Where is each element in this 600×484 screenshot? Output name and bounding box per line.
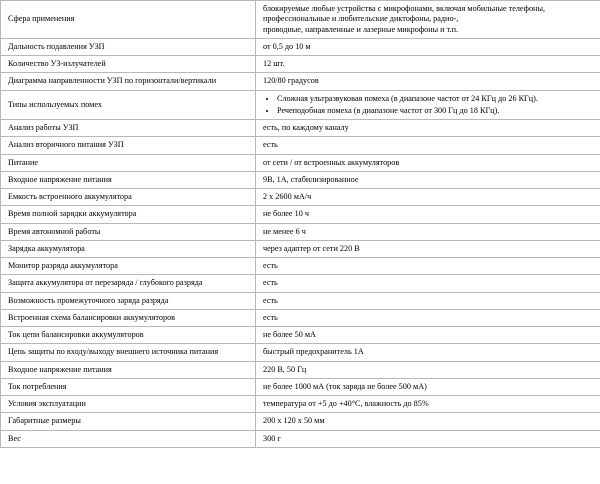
table-row xyxy=(1,344,600,361)
spec-label: Вес xyxy=(1,430,256,447)
table-row xyxy=(1,309,600,326)
spec-label: Защита аккумулятора от перезаряда / глубокого разряда xyxy=(1,275,256,292)
spec-label: Диаграмма направленности УЗП по горизонтали/вертикали xyxy=(1,73,256,90)
spec-label: Зарядка аккумулятора xyxy=(1,240,256,257)
spec-value: 300 г xyxy=(256,430,600,447)
list-item: • Сложная ультразвуковая помеха (в диапазоне частот от 24 КГц до 26 КГц). xyxy=(277,94,594,104)
spec-value: 220 В, 50 Гц xyxy=(256,361,600,378)
spec-label: Емкость встроенного аккумулятора xyxy=(1,189,256,206)
spec-label: Входное напряжение питания xyxy=(1,171,256,188)
spec-value: 200 х 120 х 50 мм xyxy=(256,413,600,430)
spec-value: быстрый предохранитель 1А xyxy=(256,344,600,361)
spec-value: есть xyxy=(256,275,600,292)
table-row xyxy=(1,258,600,275)
table-row xyxy=(1,327,600,344)
spec-value: температура от +5 до +40°С, влажность до 85% xyxy=(256,396,600,413)
spec-label: Встроенная схема балансировки аккумуляторов xyxy=(1,309,256,326)
table-row xyxy=(1,38,600,55)
spec-value: есть xyxy=(256,309,600,326)
table-row xyxy=(1,171,600,188)
spec-label: Время полной зарядки аккумулятора xyxy=(1,206,256,223)
spec-label: Монитор разряда аккумулятора xyxy=(1,258,256,275)
spec-value: 2 х 2600 мА/ч xyxy=(256,189,600,206)
spec-value: не более 10 ч xyxy=(256,206,600,223)
spec-label: Габаритные размеры xyxy=(1,413,256,430)
list-item: • Речеподобная помеха (в диапазоне частот от 300 Гц до 18 КГц). xyxy=(277,106,594,116)
spec-label: Возможность промежуточного заряда разряда xyxy=(1,292,256,309)
table-row xyxy=(1,396,600,413)
table-row xyxy=(1,275,600,292)
spec-value-line: профессиональные и любительские диктофоны, радио-, xyxy=(263,14,459,24)
spec-value-line: проводные, направленные и лазерные микрофоны и т.п. xyxy=(263,24,459,34)
table-row xyxy=(1,430,600,447)
spec-value: есть, по каждому каналу xyxy=(256,120,600,137)
spec-value xyxy=(256,1,600,39)
spec-value: 12 шт. xyxy=(256,56,600,73)
spec-value-line: блокируемые любые устройства с микрофонами, включая мобильные телефоны, xyxy=(263,4,545,13)
spec-value: есть xyxy=(256,292,600,309)
spec-value-bullet-list xyxy=(263,94,594,117)
table-row xyxy=(1,1,600,39)
spec-label: Анализ работы УЗП xyxy=(1,120,256,137)
spec-value: 9В, 1А, стабилизированное xyxy=(256,171,600,188)
table-row xyxy=(1,73,600,90)
spec-label: Цепь защиты по входу/выходу внешнего источника питания xyxy=(1,344,256,361)
spec-label: Ток цепи балансировки аккумуляторов xyxy=(1,327,256,344)
spec-value xyxy=(256,90,600,120)
spec-label: Время автономной работы xyxy=(1,223,256,240)
spec-label: Входное напряжение питания xyxy=(1,361,256,378)
spec-label: Количество УЗ-излучателей xyxy=(1,56,256,73)
spec-label: Условия эксплуатации xyxy=(1,396,256,413)
spec-value: есть xyxy=(256,137,600,154)
spec-value: не более 1000 мА (ток заряда не более 500 мА) xyxy=(256,378,600,395)
spec-value: от сети / от встроенных аккумуляторов xyxy=(256,154,600,171)
specifications-table-body xyxy=(1,1,600,448)
table-row xyxy=(1,154,600,171)
table-row xyxy=(1,292,600,309)
table-row xyxy=(1,378,600,395)
spec-label: Дальность подавления УЗП xyxy=(1,38,256,55)
table-row xyxy=(1,189,600,206)
table-row xyxy=(1,240,600,257)
spec-label: Анализ вторичного питания УЗП xyxy=(1,137,256,154)
spec-label: Сфера применения xyxy=(1,1,256,39)
spec-value: не менее 6 ч xyxy=(256,223,600,240)
table-row xyxy=(1,137,600,154)
table-row xyxy=(1,56,600,73)
table-row xyxy=(1,90,600,120)
spec-label: Ток потребления xyxy=(1,378,256,395)
table-row xyxy=(1,413,600,430)
spec-value: не более 50 мА xyxy=(256,327,600,344)
spec-value: есть xyxy=(256,258,600,275)
table-row xyxy=(1,206,600,223)
spec-value: через адаптер от сети 220 В xyxy=(256,240,600,257)
table-row xyxy=(1,223,600,240)
spec-label: Типы используемых помех xyxy=(1,90,256,120)
table-row xyxy=(1,361,600,378)
spec-value: 120/80 градусов xyxy=(256,73,600,90)
table-row xyxy=(1,120,600,137)
spec-value: от 0,5 до 10 м xyxy=(256,38,600,55)
spec-label: Питание xyxy=(1,154,256,171)
